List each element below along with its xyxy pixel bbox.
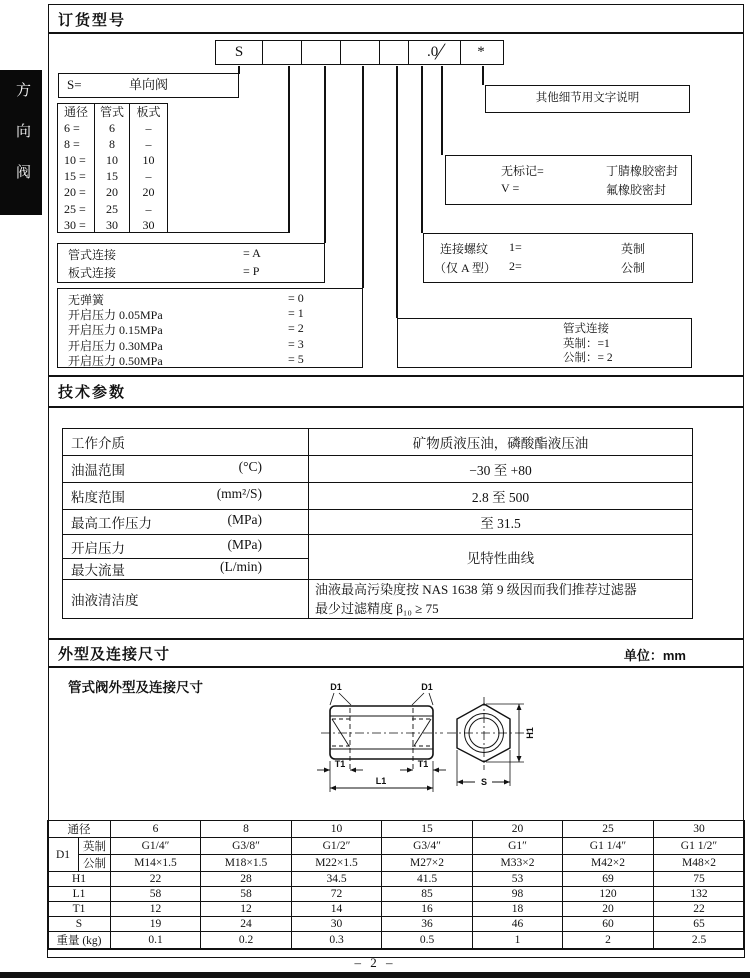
tech-label: 油液清洁度 [71, 593, 139, 608]
pressure-row [58, 291, 362, 306]
dim-cell: M33×2 [473, 855, 563, 872]
rule-above-dims-title [48, 638, 744, 640]
t1-label-left: T1 [334, 759, 346, 769]
thread-label: 连接螺纹 [440, 242, 489, 256]
bore-cell: 30 = [64, 217, 86, 232]
dim-cell: 132 [654, 887, 745, 902]
tech-label: 油温范围 [71, 463, 125, 478]
bore-cell: 6 = [64, 121, 80, 136]
bore-header: 通径 [63, 105, 88, 119]
end-view [447, 697, 535, 787]
dim-cell: 20 [563, 902, 654, 917]
tech-params-table [62, 428, 693, 619]
dim-cell: 0.2 [201, 932, 292, 949]
pipe-connection-title: 管式连接 [563, 323, 609, 335]
cleanliness-line1: 油液最高污染度按 NAS 1638 第 9 级因而我们推荐过滤器 [315, 582, 637, 597]
connection-style-box [57, 243, 325, 283]
dim-cell: G1 1/4″ [563, 838, 654, 855]
leader-seal [441, 66, 443, 155]
valve-type-code: S= [67, 77, 82, 92]
dim-cell: M14×1.5 [111, 855, 201, 872]
pipe-connection-box [397, 318, 692, 368]
bore-cell: 10 [106, 153, 118, 168]
bore-cell: 25 [106, 201, 118, 216]
dim-cell: M48×2 [654, 855, 745, 872]
thread-value: 公制 [621, 261, 646, 275]
dim-bore: 10 [292, 821, 382, 838]
other-details-box: 其他细节用文字说明 [485, 85, 690, 113]
pressure-code: = 2 [288, 321, 304, 336]
pressure-row [58, 337, 362, 352]
code-slash: ∕ [438, 37, 442, 66]
dim-cell: 22 [654, 902, 745, 917]
dim-l1-label: L1 [48, 887, 111, 902]
dim-cell: 36 [382, 917, 473, 932]
connection-row [58, 246, 324, 264]
dim-cell: 12 [111, 902, 201, 917]
tech-row [63, 483, 693, 510]
tech-value: 矿物质液压油，磷酸酯液压油 [309, 429, 693, 456]
dim-cell: 65 [654, 917, 745, 932]
code-cell-connection [301, 41, 340, 64]
dim-t1-label: T1 [48, 902, 111, 917]
dim-cell: M18×1.5 [201, 855, 292, 872]
h1-label: H1 [525, 727, 535, 739]
leader-bore-h [166, 232, 289, 234]
bore-size-table [57, 103, 168, 233]
bore-cell: 8 = [64, 137, 80, 152]
tech-unit: (MPa) [227, 536, 262, 552]
dim-cell: 19 [111, 917, 201, 932]
side-view [317, 682, 446, 792]
pressure-row [58, 306, 362, 321]
tech-row [63, 580, 693, 619]
bore-cell: 25 = [64, 201, 86, 216]
bore-cell: 30 [106, 217, 118, 232]
dim-cell: M22×1.5 [292, 855, 382, 872]
bore-cell: 6 [109, 121, 115, 136]
valve-type-name: 单向阀 [128, 77, 168, 92]
rule-above-tech-title [48, 375, 744, 377]
dim-cell: 85 [382, 887, 473, 902]
dims-subtitle: 管式阀外型及连接尺寸 [68, 680, 203, 695]
dim-row-t1 [48, 902, 745, 917]
bore-cell: 20 [142, 185, 155, 200]
dim-cell: 28 [201, 872, 292, 887]
d1-label-right: D1 [421, 682, 433, 692]
pressure-code: = 3 [288, 336, 304, 351]
dim-row-s [48, 917, 745, 932]
bore-col-plate [129, 104, 167, 232]
dim-bore-header: 通径 [48, 821, 111, 838]
tech-unit: (L/min) [220, 559, 262, 574]
dim-cell: 0.5 [382, 932, 473, 949]
dim-cell: G3/8″ [201, 838, 292, 855]
dim-cell: 0.3 [292, 932, 382, 949]
leader-thread [421, 66, 423, 233]
seal-label: 丁腈橡胶密封 [606, 164, 679, 178]
dim-bore: 25 [563, 821, 654, 838]
dims-title: 外型及连接尺寸 [58, 646, 171, 663]
side-tab-label: 方向阀 [14, 82, 31, 205]
thread-value: 英制 [621, 242, 646, 256]
bore-cell: 15 = [64, 169, 86, 184]
rule-below-dims-title [48, 666, 744, 668]
thread-code: 1= [509, 240, 522, 254]
rule-below-ordering-title [48, 32, 744, 34]
pressure-row [58, 321, 362, 336]
pressure-row [58, 352, 362, 367]
thread-standard-box [423, 233, 693, 283]
tech-value: 至 31.5 [309, 510, 693, 535]
dim-cell: 75 [654, 872, 745, 887]
dim-cell: 0.1 [111, 932, 201, 949]
pressure-label: 开启压力 0.05MPa [68, 308, 163, 323]
thread-label: （仅 A 型） [434, 261, 497, 275]
s-label: S [480, 777, 488, 787]
dim-cell: 120 [563, 887, 654, 902]
leader-spring [362, 66, 364, 288]
dim-cell: G3/4″ [382, 838, 473, 855]
tech-value-merged: 见特性曲线 [309, 535, 693, 580]
dim-cell: G1 1/2″ [654, 838, 745, 855]
seal-label: 氟橡胶密封 [606, 183, 667, 197]
dim-row-h1 [48, 872, 745, 887]
bore-col-dn [58, 104, 94, 232]
bore-cell: 10 = [64, 153, 86, 168]
pipe-connection-inch: 英制：=1 [563, 337, 610, 350]
dim-row-inch [48, 838, 745, 855]
bore-cell: – [145, 121, 152, 136]
dim-cell: G1/4″ [111, 838, 201, 855]
tech-label: 工作介质 [71, 436, 125, 451]
connection-code: = P [243, 264, 260, 278]
pipe-connection-metric: 公制：= 2 [563, 352, 613, 365]
leader-other [482, 66, 484, 85]
code-cell-asterisk: * [460, 41, 501, 64]
dim-cell: 24 [201, 917, 292, 932]
page-number: – 2 – [354, 955, 396, 970]
pressure-label: 无弹簧 [68, 293, 105, 307]
tech-row [63, 535, 693, 559]
dim-cell: 2.5 [654, 932, 745, 949]
pressure-code: = 0 [288, 291, 304, 305]
dim-cell: 22 [111, 872, 201, 887]
bore-cell: 15 [106, 169, 118, 184]
code-cell-series [408, 37, 460, 66]
t1-label-right: T1 [417, 759, 429, 769]
thread-row [424, 240, 692, 259]
tech-label: 粘度范围 [71, 490, 125, 505]
leader-connection [324, 66, 326, 243]
code-series-text: .0 [427, 44, 439, 60]
dim-cell: 1 [473, 932, 563, 949]
dim-cell: 69 [563, 872, 654, 887]
code-cell-thread-std [379, 41, 408, 64]
dim-cell: 58 [111, 887, 201, 902]
dim-d1-label: D1 [48, 838, 79, 872]
dim-bore: 30 [654, 821, 745, 838]
dim-s-label: S [48, 917, 111, 932]
dim-cell: 2 [563, 932, 654, 949]
bore-cell: 20 = [64, 185, 86, 200]
bore-header: 管式 [99, 105, 124, 119]
dim-cell: 12 [201, 902, 292, 917]
dim-weight-label: 重量 (kg) [48, 932, 111, 949]
l1-label: L1 [375, 776, 387, 786]
tech-title: 技术参数 [58, 384, 127, 401]
tech-row [63, 429, 693, 456]
tech-value: −30 至 +80 [309, 456, 693, 483]
pipe-connection-text [563, 322, 613, 366]
ordering-title: 订货型号 [58, 12, 127, 29]
bore-cell: 20 [106, 185, 118, 200]
bore-cell: 30 [142, 217, 155, 232]
bore-cell: – [145, 201, 152, 216]
bore-col-pipe [94, 104, 129, 232]
dim-bore: 15 [382, 821, 473, 838]
tech-unit: (mm²/S) [216, 486, 262, 501]
tech-row [63, 510, 693, 535]
thread-code: 2= [509, 259, 522, 273]
bore-header: 板式 [136, 105, 161, 119]
pressure-code: = 1 [288, 306, 304, 321]
seal-material-box [445, 155, 692, 205]
dim-cell: 72 [292, 887, 382, 902]
dim-bore: 8 [201, 821, 292, 838]
leader-bore [288, 66, 290, 233]
dim-cell: 60 [563, 917, 654, 932]
seal-row [446, 181, 691, 200]
bore-cell: 10 [142, 153, 155, 168]
cracking-pressure-box [57, 288, 363, 368]
tech-value: 2.8 至 500 [309, 483, 693, 510]
d1-label-left: D1 [330, 682, 342, 692]
page-edge-strip [0, 972, 750, 978]
code-cell-spring [340, 41, 379, 64]
connection-row [58, 264, 324, 282]
dim-cell: 58 [201, 887, 292, 902]
dim-cell: 18 [473, 902, 563, 917]
tech-row [63, 456, 693, 483]
dim-cell: 46 [473, 917, 563, 932]
leader-pipe-thread [396, 66, 398, 318]
pressure-code: = 5 [288, 351, 304, 366]
side-tab [0, 70, 42, 215]
dim-row-weight [48, 932, 745, 949]
tech-label: 开启压力 [71, 540, 125, 556]
seal-row [446, 162, 691, 181]
dim-inch-label: 英制 [79, 838, 111, 855]
bore-cell: – [145, 169, 152, 184]
dim-cell: 30 [292, 917, 382, 932]
rule-below-tech-title [48, 406, 744, 408]
dimensions-table [47, 820, 745, 958]
connection-label: 管式连接 [68, 248, 117, 262]
dims-unit-note: 单位：mm [623, 648, 686, 663]
dim-cell: G1″ [473, 838, 563, 855]
valve-type-box [58, 73, 239, 98]
tech-label: 最大流量 [71, 563, 125, 578]
model-code-row [215, 37, 504, 66]
pressure-label: 开启压力 0.30MPa [68, 338, 163, 353]
connection-code: = A [243, 246, 261, 260]
dim-cell: G1/2″ [292, 838, 382, 855]
dim-cell: 98 [473, 887, 563, 902]
code-cell-type: S [234, 44, 244, 60]
tech-label: 最高工作压力 [71, 516, 152, 531]
connection-label: 板式连接 [68, 266, 117, 280]
dim-cell: 14 [292, 902, 382, 917]
dim-cell: 34.5 [292, 872, 382, 887]
dim-metric-label: 公制 [79, 855, 111, 872]
seal-code: 无标记= [501, 164, 544, 178]
dim-h1-label: H1 [48, 872, 111, 887]
dim-row-l1 [48, 887, 745, 902]
cleanliness-line2: 最少过滤精度 β₁₀ ≥ 75 [315, 601, 439, 616]
bore-cell: 8 [109, 137, 115, 152]
seal-code: V = [501, 181, 520, 195]
dim-bore: 6 [111, 821, 201, 838]
pressure-label: 开启压力 0.50MPa [68, 353, 163, 368]
thread-row [424, 259, 692, 278]
dim-cell: 53 [473, 872, 563, 887]
bore-cell: – [145, 137, 152, 152]
dim-cell: 16 [382, 902, 473, 917]
dim-row-metric [48, 855, 745, 872]
pressure-label: 开启压力 0.15MPa [68, 323, 163, 338]
tech-unit: (MPa) [227, 512, 262, 527]
valve-drawing [285, 672, 540, 820]
code-cell-bore [262, 41, 301, 64]
dim-header-row [48, 821, 745, 838]
dim-bore: 20 [473, 821, 563, 838]
dim-cell: M27×2 [382, 855, 473, 872]
tech-unit: (°C) [238, 459, 262, 474]
dim-cell: M42×2 [563, 855, 654, 872]
dim-cell: 41.5 [382, 872, 473, 887]
